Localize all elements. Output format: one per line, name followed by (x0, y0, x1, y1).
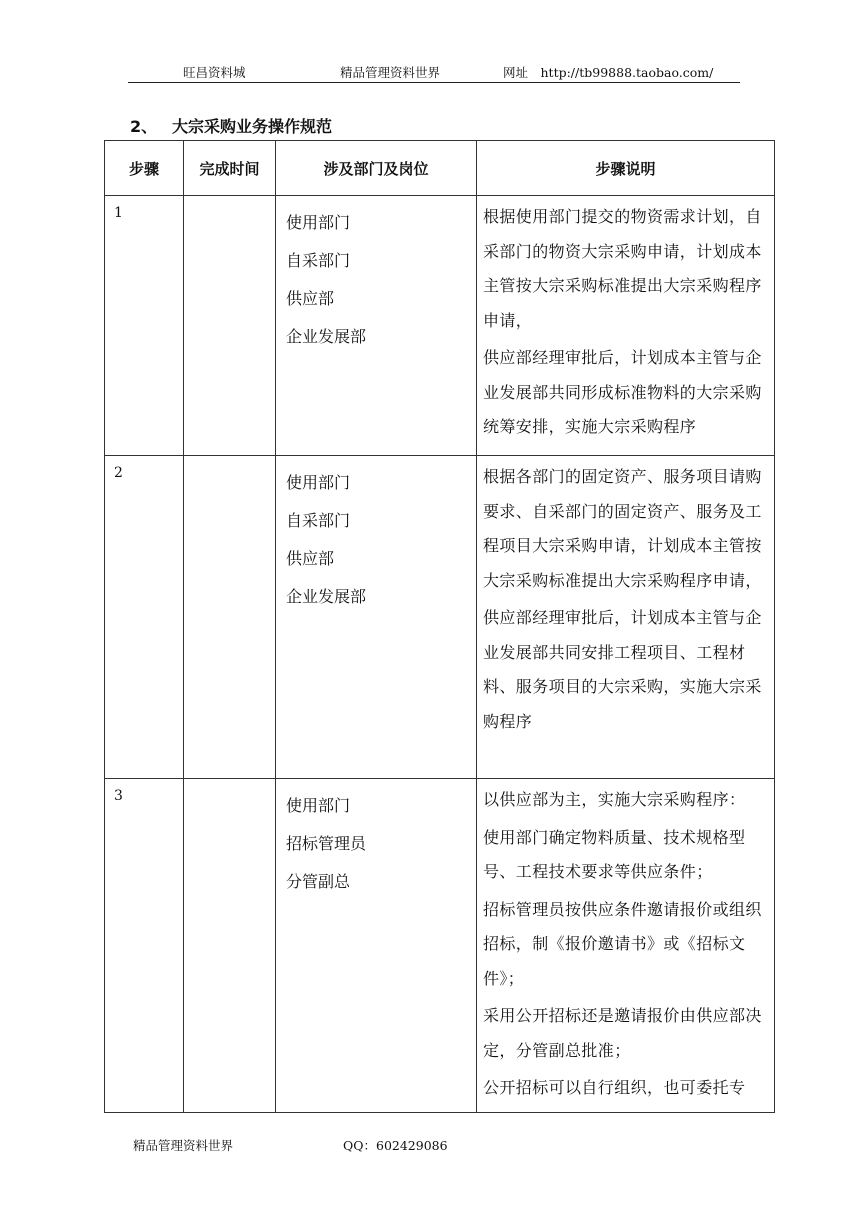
department-item: 使用部门 (286, 796, 351, 815)
section-title-text: 大宗采购业务操作规范 (172, 117, 333, 136)
completion-time (184, 456, 276, 779)
footer-qq-text: QQ：602429086 (343, 1138, 448, 1153)
department-item: 供应部 (286, 549, 335, 568)
section-title (130, 114, 332, 137)
department-item: 企业发展部 (286, 587, 367, 606)
description-cell (477, 456, 775, 779)
column-header-description: 步骤说明 (477, 141, 775, 196)
departments-cell (276, 196, 477, 456)
description-paragraph: 采用公开招标还是邀请报价由供应部决定，分管副总批准； (483, 1006, 762, 1060)
description-paragraph: 供应部经理审批后，计划成本主管与企业发展部共同形成标准物料的大宗采购统筹安排，实施大宗采购程序 (483, 348, 762, 436)
department-item: 自采部门 (286, 511, 351, 530)
department-item: 企业发展部 (286, 327, 367, 346)
column-header-time: 完成时间 (184, 141, 276, 196)
footer-left-text: 精品管理资料世界 (133, 1138, 234, 1153)
description-paragraph: 招标管理员按供应条件邀请报价或组织招标，制《报价邀请书》或《招标文件》； (483, 899, 762, 988)
department-item: 使用部门 (286, 473, 351, 492)
procurement-steps-table (104, 140, 775, 1113)
departments-cell (276, 456, 477, 779)
description-cell (477, 779, 775, 1113)
description-paragraph: 根据各部门的固定资产、服务项目请购要求、自采部门的固定资产、服务及工程项目大宗采购申请，计划成本主管按大宗采购标准提出大宗采购程序申请， (483, 467, 762, 590)
completion-time (184, 196, 276, 456)
column-header-step: 步骤 (105, 141, 184, 196)
department-item: 招标管理员 (286, 834, 367, 853)
header-left-text: 旺昌资料城 (183, 65, 246, 80)
page-header (128, 60, 740, 83)
header-middle-text: 精品管理资料世界 (340, 65, 441, 80)
department-item: 分管副总 (286, 872, 351, 891)
table-header-row (105, 141, 775, 196)
description-cell (477, 196, 775, 456)
step-number: 2 (105, 456, 184, 779)
description-paragraph: 使用部门确定物料质量、技术规格型号、工程技术要求等供应条件； (483, 827, 746, 881)
department-item: 使用部门 (286, 213, 351, 232)
description-paragraph: 以供应部为主，实施大宗采购程序： (483, 790, 746, 809)
description-paragraph: 根据使用部门提交的物资需求计划，自采部门的物资大宗采购申请，计划成本主管按大宗采购标准提出大宗采购程序申请， (483, 207, 762, 330)
department-item: 供应部 (286, 289, 335, 308)
department-item: 自采部门 (286, 251, 351, 270)
column-header-departments: 涉及部门及岗位 (276, 141, 477, 196)
section-number: 2、 (130, 117, 158, 136)
step-number: 1 (105, 196, 184, 456)
completion-time (184, 779, 276, 1113)
description-paragraph: 公开招标可以自行组织，也可委托专 (483, 1078, 746, 1097)
table-row (105, 779, 775, 1113)
header-url-text: 网址 http://tb99888.taobao.com/ (503, 65, 714, 80)
table-row (105, 196, 775, 456)
description-paragraph: 供应部经理审批后，计划成本主管与企业发展部共同安排工程项目、工程材料、服务项目的大宗采购，实施大宗采购程序 (483, 608, 762, 731)
step-number: 3 (105, 779, 184, 1113)
departments-cell (276, 779, 477, 1113)
table-row (105, 456, 775, 779)
